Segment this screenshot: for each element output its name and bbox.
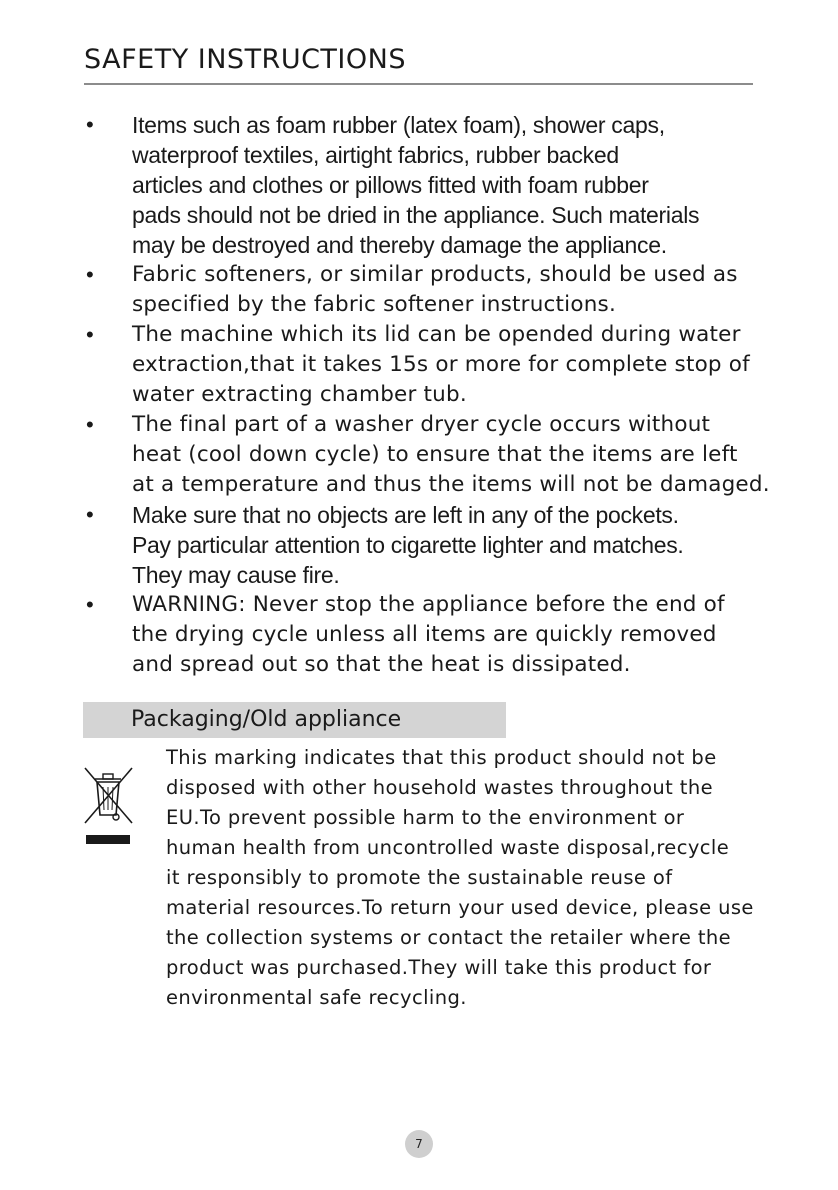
bullet-dot: • (86, 322, 94, 347)
bullet-item-fabric-softeners (80, 260, 780, 320)
paragraph-line: This marking indicates that this product should not be (166, 746, 717, 769)
bullet-line: WARNING: Never stop the appliance before the end of (132, 592, 725, 617)
bullet-item-lid-extraction (80, 320, 780, 410)
bullet-line: They may cause fire. (132, 562, 340, 588)
bullet-line: Make sure that no objects are left in any of the pockets. (132, 502, 679, 528)
bullet-line: Pay particular attention to cigarette lighter and matches. (132, 532, 684, 558)
bullet-item-warning (80, 590, 780, 680)
paragraph-line: the collection systems or contact the retailer where the (166, 926, 732, 949)
title-underline (84, 83, 753, 85)
paragraph-line: material resources.To return your used device, please use (166, 896, 754, 919)
paragraph-line: it responsibly to promote the sustainable reuse of (166, 866, 673, 889)
bullet-line: water extracting chamber tub. (132, 382, 467, 407)
bullet-item-pockets (80, 500, 780, 590)
paragraph-line: human health from uncontrolled waste disposal,recycle (166, 836, 730, 859)
bullet-line: may be destroyed and thereby damage the appliance. (132, 232, 667, 258)
weee-crossed-out-bin-icon (80, 765, 136, 853)
bullet-line: waterproof textiles, airtight fabrics, rubber backed (132, 142, 619, 168)
paragraph-line: disposed with other household wastes throughout the (166, 776, 714, 799)
safety-bullet-list (80, 110, 780, 680)
bullet-line: Fabric softeners, or similar products, should be used as (132, 262, 738, 287)
disposal-paragraph (166, 743, 786, 1013)
bullet-line: at a temperature and thus the items will not be damaged. (132, 472, 770, 497)
bullet-item-cool-down (80, 410, 780, 500)
page-title: SAFETY INSTRUCTIONS (84, 44, 406, 75)
bullet-dot: • (86, 412, 94, 437)
page-number-badge: 7 (405, 1130, 433, 1158)
bullet-line: heat (cool down cycle) to ensure that the items are left (132, 442, 738, 467)
bullet-dot: • (86, 592, 94, 617)
bullet-line: pads should not be dried in the appliance. Such materials (132, 202, 700, 228)
bullet-line: and spread out so that the heat is dissipated. (132, 652, 631, 677)
paragraph-line: product was purchased.They will take this product for (166, 956, 712, 979)
paragraph-line: environmental safe recycling. (166, 986, 467, 1009)
paragraph-line: EU.To prevent possible harm to the environment or (166, 806, 685, 829)
bullet-dot: • (86, 502, 94, 527)
bullet-line: extraction,that it takes 15s or more for complete stop of (132, 352, 750, 377)
bullet-line: The final part of a washer dryer cycle occurs without (132, 412, 711, 437)
bullet-item-foam-rubber (80, 110, 780, 260)
bullet-dot: • (86, 112, 94, 137)
section-heading-packaging: Packaging/Old appliance (131, 707, 402, 732)
bullet-line: articles and clothes or pillows fitted with foam rubber (132, 172, 649, 198)
bullet-line: specified by the fabric softener instructions. (132, 292, 616, 317)
bullet-line: the drying cycle unless all items are quickly removed (132, 622, 717, 647)
bullet-dot: • (86, 262, 94, 287)
bullet-line: Items such as foam rubber (latex foam), shower caps, (132, 112, 665, 138)
bullet-line: The machine which its lid can be opended during water (132, 322, 741, 347)
